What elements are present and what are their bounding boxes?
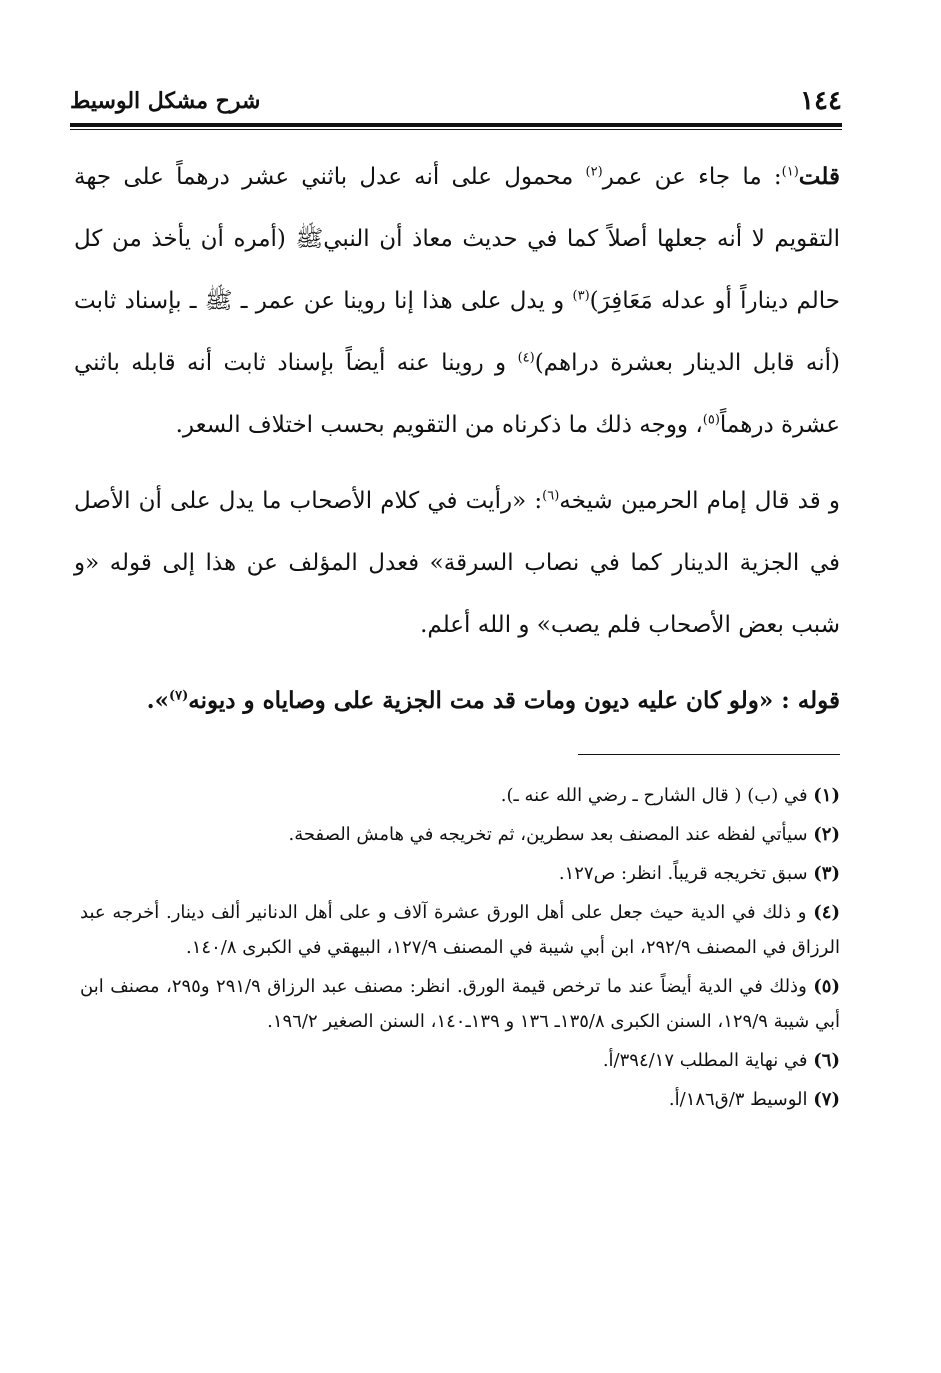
footnote-1 xyxy=(80,778,840,813)
footnote-text: سبق تخريجه قريباً. انظر: ص١٢٧. xyxy=(558,863,814,884)
footnote-text: وذلك في الدية أيضاً عند ما ترخص قيمة الورق. انظر: مصنف عبد الرزاق ٢٩١/٩ و٢٩٥، مصنف ابن أبي شيبة ١٢٩/٩، السنن الكبرى ١٣٥/٨ـ ١٣٦ و ١٣٩ـ١٤٠، السنن الصغير ١٩٦/٢. xyxy=(80,976,840,1032)
footnote-4 xyxy=(80,895,840,965)
footnote-text: و ذلك في الدية حيث جعل على أهل الورق عشرة آلاف و على أهل الدنانير ألف دينار. أخرجه عبد الرزاق في المصنف ٢٩٢/٩، ابن أبي شيبة في المصنف ١٢٧/٩، البيهقي في الكبرى ١٤٠/٨. xyxy=(80,902,840,958)
footnote-number: (٢) xyxy=(813,824,840,845)
footnote-5 xyxy=(80,969,840,1039)
footnote-number: (٥) xyxy=(813,976,840,997)
paragraph-1 xyxy=(74,146,840,456)
footnote-ref-5[interactable]: (٥) xyxy=(702,412,720,428)
lead-word: قلت xyxy=(798,163,840,190)
paragraph-2 xyxy=(74,470,840,656)
header-rule-thick xyxy=(70,123,842,127)
footnote-ref-2[interactable]: (٢) xyxy=(585,164,603,180)
footnote-ref-4[interactable]: (٤) xyxy=(517,350,535,366)
footnote-text: في (ب) ( قال الشارح ـ رضي الله عنه ـ). xyxy=(500,785,814,806)
footnote-number: (١) xyxy=(813,785,840,806)
page-header xyxy=(70,86,842,120)
footnotes xyxy=(80,778,840,1121)
footnote-text: في نهاية المطلب ٣٩٤/١٧/أ. xyxy=(602,1050,814,1071)
page-number: ١٤٤ xyxy=(800,86,842,116)
header-rule-thin xyxy=(70,129,842,130)
footnote-number: (٣) xyxy=(813,863,840,884)
footnote-text: الوسيط ٣/ق١٨٦/أ. xyxy=(668,1089,814,1110)
footnote-2 xyxy=(80,817,840,852)
p3-text-2: ». xyxy=(146,687,169,714)
p1-text-1: : ما جاء عن عمر xyxy=(602,164,782,190)
p2-text-2: : «رأيت في كلام الأصحاب ما يدل على أن الأصل في الجزية الدينار كما في نصاب السرقة» فعدل المؤلف عن هذا إلى قوله «و شبب بعض الأصحاب فلم يصب» و الله أعلم. xyxy=(74,488,840,638)
footnote-ref-1[interactable]: (١) xyxy=(781,164,799,180)
footnote-separator xyxy=(578,754,840,755)
footnote-ref-7[interactable]: (٧) xyxy=(168,688,189,704)
footnote-number: (٤) xyxy=(813,902,840,923)
p1-text-4: و روينا عنه أيضاً بإسناد ثابت أنه قابله باثني عشرة درهماً xyxy=(74,350,840,438)
p1-text-3: و يدل على هذا إنا روينا عن عمر ـ ﷺ ـ بإسناد ثابت (أنه قابل الدينار بعشرة دراهم) xyxy=(74,288,840,376)
main-text xyxy=(74,146,840,732)
p2-text-1: و قد قال إمام الحرمين شيخه xyxy=(559,488,841,514)
p1-text-2: محمول على أنه عدل باثني عشر درهماً على جهة التقويم لا أنه جعلها أصلاً كما في حديث معاذ أن النبيﷺ (أمره أن يأخذ من كل حالم ديناراً أو عدله مَعَافِرَ) xyxy=(74,164,840,314)
footnote-ref-6[interactable]: (٦) xyxy=(542,488,560,504)
footnote-6 xyxy=(80,1043,840,1078)
footnote-ref-3[interactable]: (٣) xyxy=(572,288,590,304)
footnote-7 xyxy=(80,1082,840,1117)
footnote-number: (٦) xyxy=(813,1050,840,1071)
p3-text-1: قوله : «ولو كان عليه ديون ومات قد مت الجزية على وصاياه و ديونه xyxy=(188,687,840,714)
p1-text-5: ، ووجه ذلك ما ذكرناه من التقويم بحسب اختلاف السعر. xyxy=(175,412,703,438)
paragraph-3 xyxy=(74,670,840,732)
footnote-3 xyxy=(80,856,840,891)
footnote-number: (٧) xyxy=(813,1089,840,1110)
footnote-text: سيأتي لفظه عند المصنف بعد سطرين، ثم تخريجه في هامش الصفحة. xyxy=(288,824,814,845)
running-title: شرح مشكل الوسيط xyxy=(70,88,261,114)
